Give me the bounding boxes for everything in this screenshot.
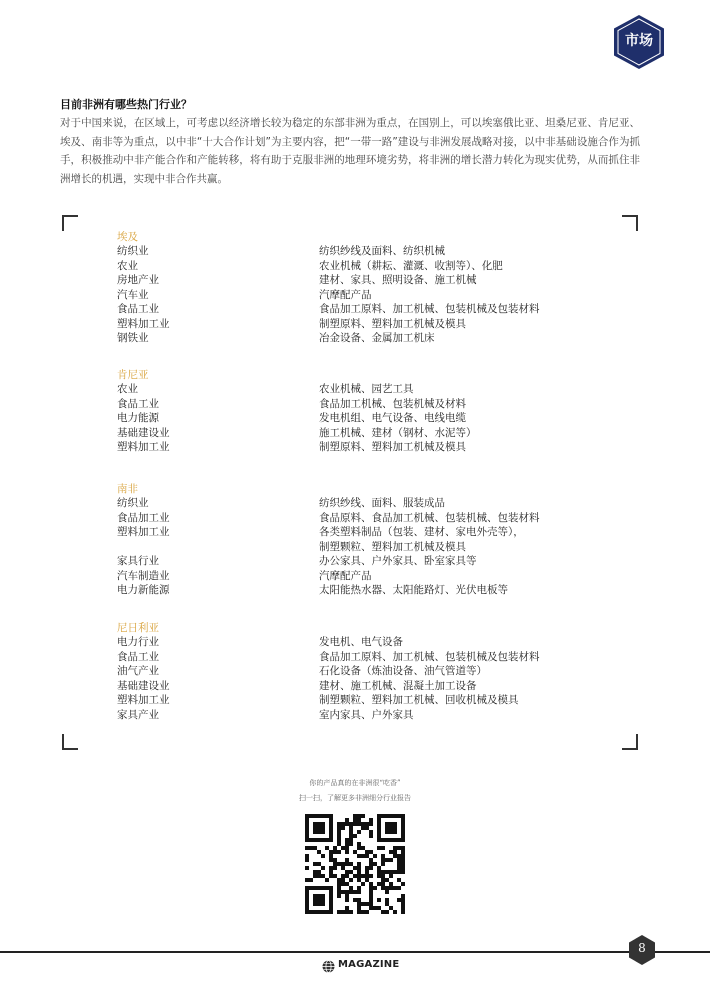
product-list: 食品加工原料、加工机械、包装机械及包装材料 [319,650,540,663]
industry-name: 电力新能源 [117,584,170,596]
product-list: 石化设备（炼油设备、油气管道等） [319,665,487,677]
industry-row [117,273,617,288]
industry-row [117,244,617,259]
product-list: 食品加工机械、包装机械及材料 [319,397,466,410]
country-section-kenya [117,368,617,455]
industry-name: 塑料加工业 [117,317,170,330]
product-list: 建材、施工机械、混凝土加工设备 [319,679,477,692]
industry-name: 基础建设业 [117,426,170,439]
corner-bracket-bottom-right [622,734,638,750]
qr-code-icon[interactable] [305,814,405,914]
industry-row [117,693,617,708]
industry-row [117,259,617,274]
industry-row [117,440,617,455]
industry-name: 农业 [117,259,138,272]
country-section-south-africa [117,482,617,598]
product-list: 制塑颗粒、塑料加工机械、回收机械及模具 [319,694,519,706]
product-list: 纺织纱线、面料、服装成品 [319,497,445,509]
product-list: 制塑原料、塑料加工机械及模具 [319,441,466,453]
section-badge [613,14,665,70]
product-list: 发电机、电气设备 [319,636,403,648]
country-name: 南非 [117,483,138,495]
industry-name: 塑料加工业 [117,526,170,538]
industry-row [117,382,617,397]
industry-name: 食品工业 [117,650,159,663]
product-list: 室内家具、户外家具 [319,708,414,721]
product-list: 制塑颗粒、塑料加工机械及模具 [319,540,466,553]
industry-row [117,554,617,569]
brand-name: MAGAZINE [338,959,400,970]
product-list: 冶金设备、金属加工机床 [319,332,435,344]
product-list: 农业机械、园艺工具 [319,383,414,395]
industry-name: 基础建设业 [117,679,170,692]
industry-row [117,664,617,679]
industry-name: 房地产业 [117,274,159,286]
industry-name: 食品加工业 [117,511,170,524]
industry-name: 家具产业 [117,708,159,721]
product-list: 办公家具、户外家具、卧室家具等 [319,555,477,567]
product-list: 制塑原料、塑料加工机械及模具 [319,317,466,330]
industry-name: 汽车制造业 [117,569,170,582]
footer-rule [0,951,710,953]
industry-row [117,650,617,665]
qr-caption-line-1: 你的产品真的在非洲很“吃香” [309,779,401,787]
industry-row [117,397,617,412]
industry-name: 电力能源 [117,412,159,424]
industry-name: 纺织业 [117,245,149,257]
intro-paragraph: 对于中国来说，在区域上，可考虑以经济增长较为稳定的东部非洲为重点，在国别上，可以埃塞俄比亚、坦桑尼亚、肯尼亚、埃及、南非等为重点，以中非“十大合作计划”为主要内容，把“一带一路”建设与非洲发展战略对接，以中非基础设施合作为抓手，积极推动中非产能合作和产能转移，将有助于克服非洲的地理环境劣势，将非洲的增长潜力转化为现实优势，从而抓住非洲增长的机遇，实现中非合作共赢。 [60,117,640,185]
industry-row [117,317,617,332]
industry-list [117,382,617,455]
product-list: 施工机械、建材（钢材、水泥等） [319,426,477,439]
product-list: 纺织纱线及面料、纺织机械 [319,245,445,257]
industry-row [117,411,617,426]
industry-list [117,496,617,598]
corner-bracket-bottom-left [62,734,78,750]
corner-bracket-top-left [62,215,78,231]
industry-name: 纺织业 [117,497,149,509]
industry-row [117,288,617,303]
country-section-egypt [117,230,617,346]
page-number-badge [628,934,656,966]
product-list: 食品加工原料、加工机械、包装机械及包装材料 [319,303,540,315]
corner-bracket-top-right [622,215,638,231]
country-name: 肯尼亚 [117,369,149,381]
industry-row [117,331,617,346]
industry-name: 塑料加工业 [117,694,170,706]
industry-name: 农业 [117,383,138,395]
product-list: 各类塑料制品（包装、建材、家电外壳等）， [319,526,524,538]
industry-name: 电力行业 [117,636,159,648]
product-list: 农业机械（耕耘、灌溉、收割等）、化肥 [319,259,503,272]
country-name: 埃及 [117,231,138,243]
industry-row [117,496,617,511]
section-badge-label: 市场 [625,33,653,49]
industry-row [117,511,617,526]
industry-row [117,302,617,317]
globe-icon [322,960,335,973]
page-number: 8 [638,941,646,955]
product-list: 建材、家具、照明设备、施工机械 [319,274,477,286]
industry-name: 食品工业 [117,397,159,410]
qr-caption-line-2: 扫一扫，了解更多非洲细分行业报告 [299,794,411,802]
industry-row [117,426,617,441]
industry-list [117,244,617,346]
industry-row [117,540,617,555]
industry-row [117,569,617,584]
industry-list [117,635,617,722]
industry-row [117,525,617,540]
product-list: 汽摩配产品 [319,569,372,582]
product-list: 食品原料、食品加工机械、包装机械、包装材料 [319,511,540,524]
industry-name: 钢铁业 [117,332,149,344]
industry-row [117,583,617,598]
question-heading: 目前非洲有哪些热门行业？ [60,98,192,111]
industry-name: 家具行业 [117,555,159,567]
industry-row [117,679,617,694]
industry-name: 食品工业 [117,303,159,315]
industry-name: 汽车业 [117,288,149,301]
product-list: 发电机组、电气设备、电线电缆 [319,412,466,424]
industry-row [117,635,617,650]
industry-name: 塑料加工业 [117,441,170,453]
product-list: 汽摩配产品 [319,288,372,301]
industry-name: 油气产业 [117,665,159,677]
industry-row [117,708,617,723]
country-section-nigeria [117,621,617,722]
product-list: 太阳能热水器、太阳能路灯、光伏电板等 [319,584,508,596]
country-name: 尼日利亚 [117,622,159,634]
